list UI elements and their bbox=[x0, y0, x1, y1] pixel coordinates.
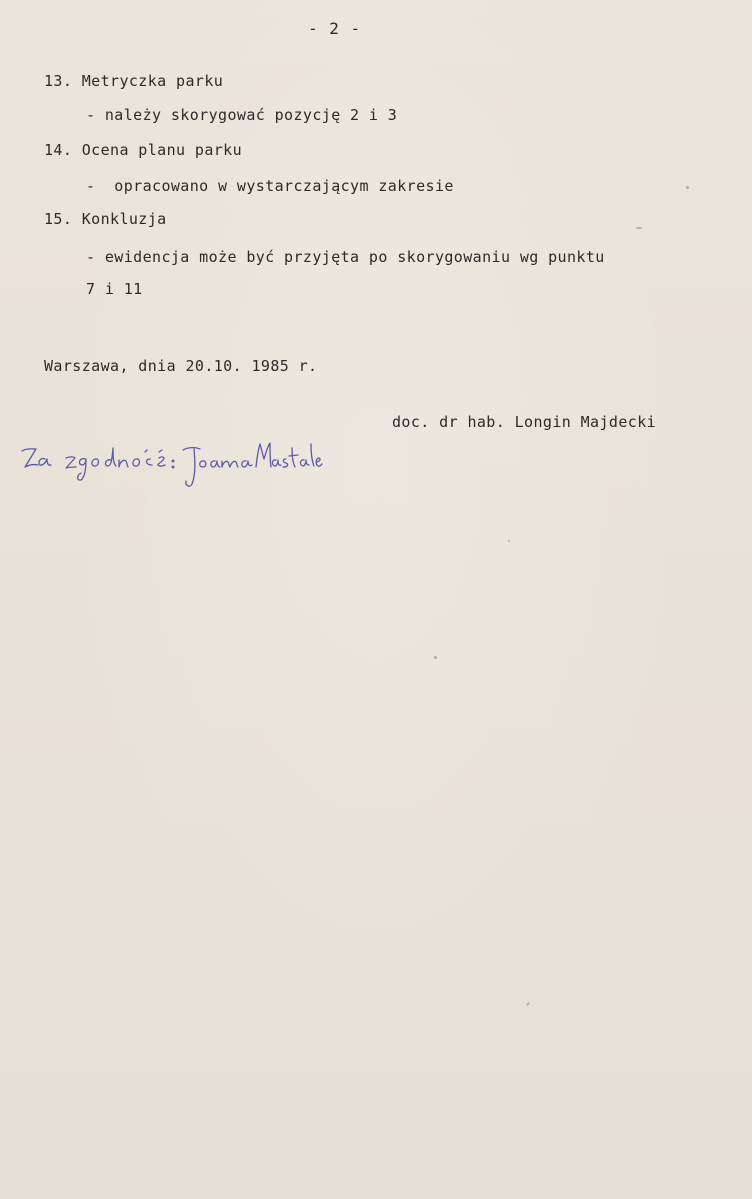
item-15-note-continuation: 7 i 11 bbox=[86, 280, 143, 298]
item-14-note: - opracowano w wystarczającym zakresie bbox=[86, 177, 454, 195]
item-13-note: - należy skorygować pozycję 2 i 3 bbox=[86, 106, 398, 124]
item-14-heading: 14. Ocena planu parku bbox=[44, 141, 243, 159]
page-number: - 2 - bbox=[308, 19, 362, 38]
item-15-note: - ewidencja może być przyjęta po skorygowaniu wg punktu bbox=[86, 248, 605, 266]
handwritten-certification-signature bbox=[18, 434, 323, 498]
paper-speck bbox=[434, 656, 437, 659]
paper-speck bbox=[636, 227, 642, 229]
item-15-heading: 15. Konkluzja bbox=[44, 210, 167, 228]
paper-speck bbox=[508, 540, 510, 542]
paper-speck bbox=[686, 186, 689, 189]
paper-speck bbox=[526, 1002, 530, 1006]
item-13-heading: 13. Metryczka parku bbox=[44, 72, 224, 90]
place-and-date: Warszawa, dnia 20.10. 1985 r. bbox=[44, 357, 318, 375]
signatory-name: doc. dr hab. Longin Majdecki bbox=[392, 413, 657, 431]
